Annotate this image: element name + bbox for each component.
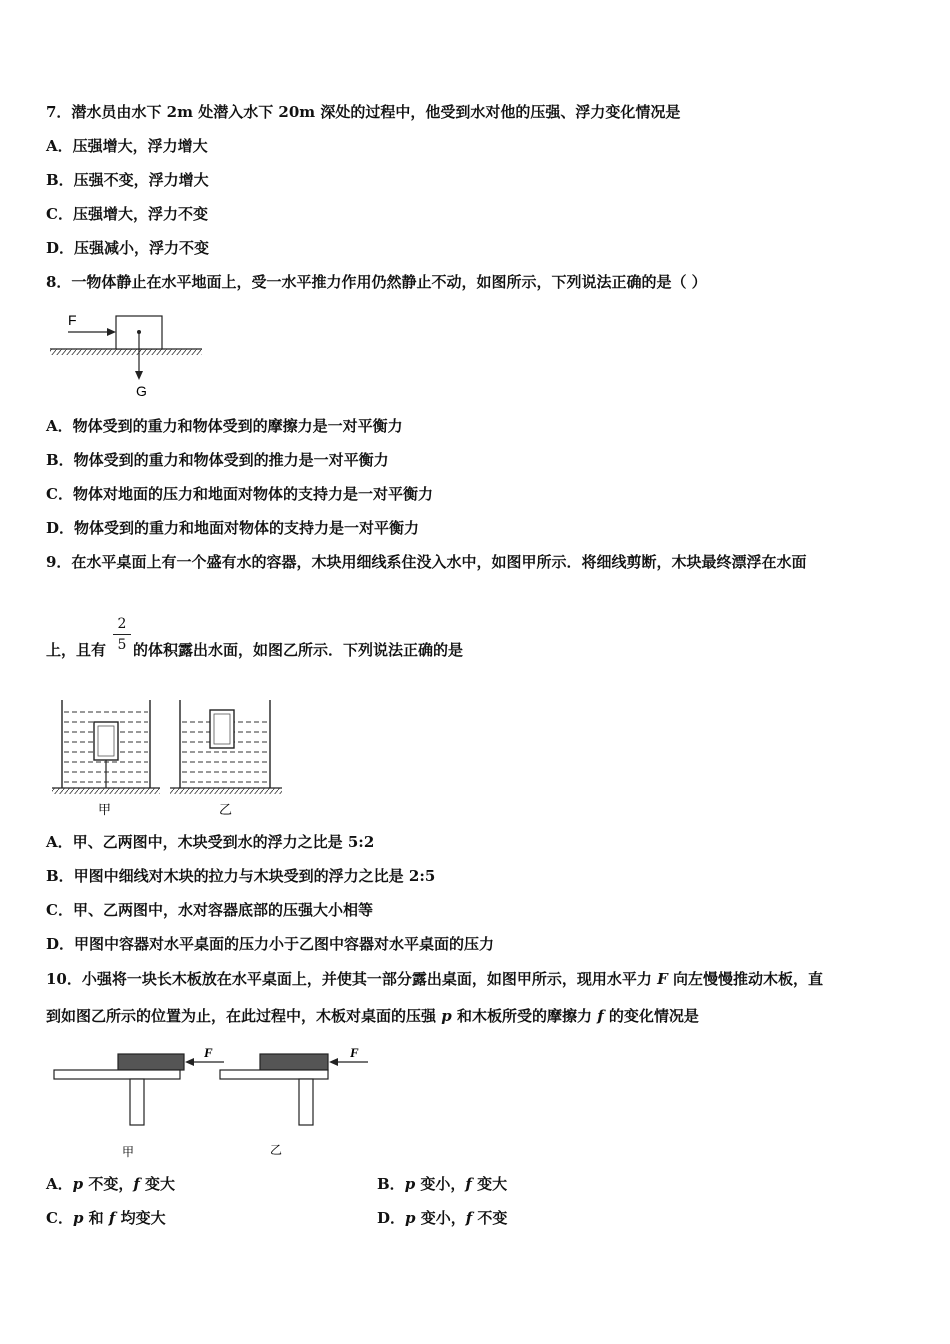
- q10-var-f-friction: f: [597, 1007, 604, 1025]
- q10-option-a-prefix: A．: [46, 1175, 73, 1193]
- q10-stem-line2-b: 和木板所受的摩擦力: [451, 1007, 598, 1025]
- q10-option-a-var-p: p: [72, 1175, 84, 1193]
- q8-option-d: D．物体受到的重力和地面对物体的支持力是一对平衡力: [46, 519, 420, 537]
- q8-option-c: C．物体对地面的压力和地面对物体的支持力是一对平衡力: [46, 485, 433, 503]
- q10-option-d: [377, 1208, 507, 1228]
- q10-option-c-prefix: C．: [46, 1209, 73, 1227]
- q7-option-b: B．压强不变，浮力增大: [46, 171, 209, 189]
- q10-label-a: 甲: [122, 1145, 135, 1159]
- q7-option-c: C．压强增大，浮力不变: [46, 205, 208, 223]
- q9-fraction-bar: [113, 634, 131, 635]
- q10-option-d-text2: 不变: [472, 1209, 508, 1227]
- q9-stem-line2-prefix: 上，且有: [46, 641, 107, 659]
- q10-option-a: [46, 1174, 175, 1194]
- q10-force-label-a: F: [204, 1045, 213, 1060]
- q10-stem-line1-b: 向左慢慢推动木板，直: [667, 970, 823, 988]
- q10-var-p: p: [441, 1007, 452, 1025]
- q10-figure-b: [220, 1045, 368, 1157]
- q10-option-a-text1: 不变，: [83, 1175, 134, 1193]
- q10-stem-line2-a: 到如图乙所示的位置为止，在此过程中，木板对桌面的压强: [46, 1007, 442, 1025]
- q8-force-label: F: [68, 312, 77, 328]
- q10-option-c-var-f: f: [108, 1209, 116, 1227]
- q9-container-b: [170, 700, 282, 818]
- q10-option-b: [377, 1174, 507, 1194]
- q10-stem-line2: [46, 1006, 699, 1026]
- q7-option-d: D．压强减小，浮力不变: [46, 239, 210, 257]
- q10-stem-line2-c: 的变化情况是: [603, 1007, 699, 1025]
- q10-option-b-text1: 变小，: [415, 1175, 466, 1193]
- q9-option-a: A．甲、乙两图中，木块受到水的浮力之比是 5:2: [46, 833, 375, 851]
- q10-table-leg-b: [299, 1079, 313, 1125]
- q10-figure-a: [54, 1045, 224, 1159]
- q10-option-b-var-f: f: [465, 1175, 472, 1193]
- q9-label-a: 甲: [98, 803, 112, 818]
- q10-option-c-text1: 和: [83, 1209, 109, 1227]
- q10-board-b: [260, 1054, 328, 1070]
- q8-gravity-label: G: [136, 383, 147, 399]
- q8-option-a: A．物体受到的重力和物体受到的摩擦力是一对平衡力: [46, 417, 403, 435]
- q10-option-c-text2: 均变大: [115, 1209, 166, 1227]
- q8-ground-hatch: [50, 349, 202, 355]
- q9-container-diagram: [48, 694, 288, 820]
- q9-stem-line1: 9．在水平桌面上有一个盛有水的容器，木块用细线系住没入水中，如图甲所示．将细线剪断，木块最终漂浮在水面: [46, 553, 807, 571]
- q10-label-b: 乙: [270, 1143, 283, 1157]
- q10-option-d-text1: 变小，: [415, 1209, 466, 1227]
- q10-option-a-var-f: f: [133, 1175, 140, 1193]
- q8-option-b: B．物体受到的重力和物体受到的推力是一对平衡力: [46, 451, 389, 469]
- q8-stem: 8．一物体静止在水平地面上，受一水平推力作用仍然静止不动，如图所示，下列说法正确的是（ ）: [46, 273, 707, 291]
- q9-option-b: B．甲图中细线对木块的拉力与木块受到的浮力之比是 2:5: [46, 867, 436, 885]
- q8-force-arrow-head: [107, 328, 116, 336]
- q10-option-b-var-p: p: [404, 1175, 416, 1193]
- q10-option-d-var-f: f: [465, 1209, 473, 1227]
- q8-gravity-arrow-head: [135, 371, 143, 380]
- q10-force-label-b: F: [350, 1045, 359, 1060]
- q10-option-c-var-p: p: [72, 1209, 84, 1227]
- q7-stem: 7．潜水员由水下 2m 处潜入水下 20m 深处的过程中，他受到水对他的压强、浮力变化情况是: [46, 103, 681, 121]
- q9-stem-line2-suffix: 的体积露出水面，如图乙所示．下列说法正确的是: [133, 641, 464, 659]
- q7-option-a: A．压强增大，浮力增大: [46, 137, 208, 155]
- q9-option-c: C．甲、乙两图中，水对容器底部的压强大小相等: [46, 901, 373, 919]
- q10-option-b-text2: 变大: [471, 1175, 508, 1193]
- q10-option-b-prefix: B．: [377, 1175, 405, 1193]
- q10-table-top-b: [220, 1070, 328, 1079]
- q10-board-diagram: [50, 1042, 380, 1160]
- q9-option-d: D．甲图中容器对水平桌面的压力小于乙图中容器对水平桌面的压力: [46, 935, 495, 953]
- q9-fraction-numerator: 2: [117, 616, 127, 632]
- q10-option-a-text2: 变大: [139, 1175, 176, 1193]
- q9-fraction-denominator: 5: [117, 637, 127, 653]
- q9-label-b: 乙: [219, 803, 233, 818]
- q9-block-a: [94, 722, 118, 760]
- q9-fraction: [113, 615, 131, 654]
- q8-force-diagram: [46, 308, 206, 400]
- q10-var-f-force: F: [657, 970, 668, 988]
- q10-table-leg-a: [130, 1079, 144, 1125]
- q10-option-c: [46, 1208, 166, 1228]
- q10-stem-line1: [46, 969, 823, 989]
- q9-container-a: [52, 700, 160, 818]
- q10-option-d-var-p: p: [405, 1209, 416, 1227]
- q10-option-d-prefix: D．: [377, 1209, 406, 1227]
- q10-board-a: [118, 1054, 184, 1070]
- q10-table-top-a: [54, 1070, 180, 1079]
- q10-stem-line1-a: 10．小强将一块长木板放在水平桌面上，并使其一部分露出桌面，如图甲所示，现用水平力: [46, 970, 658, 988]
